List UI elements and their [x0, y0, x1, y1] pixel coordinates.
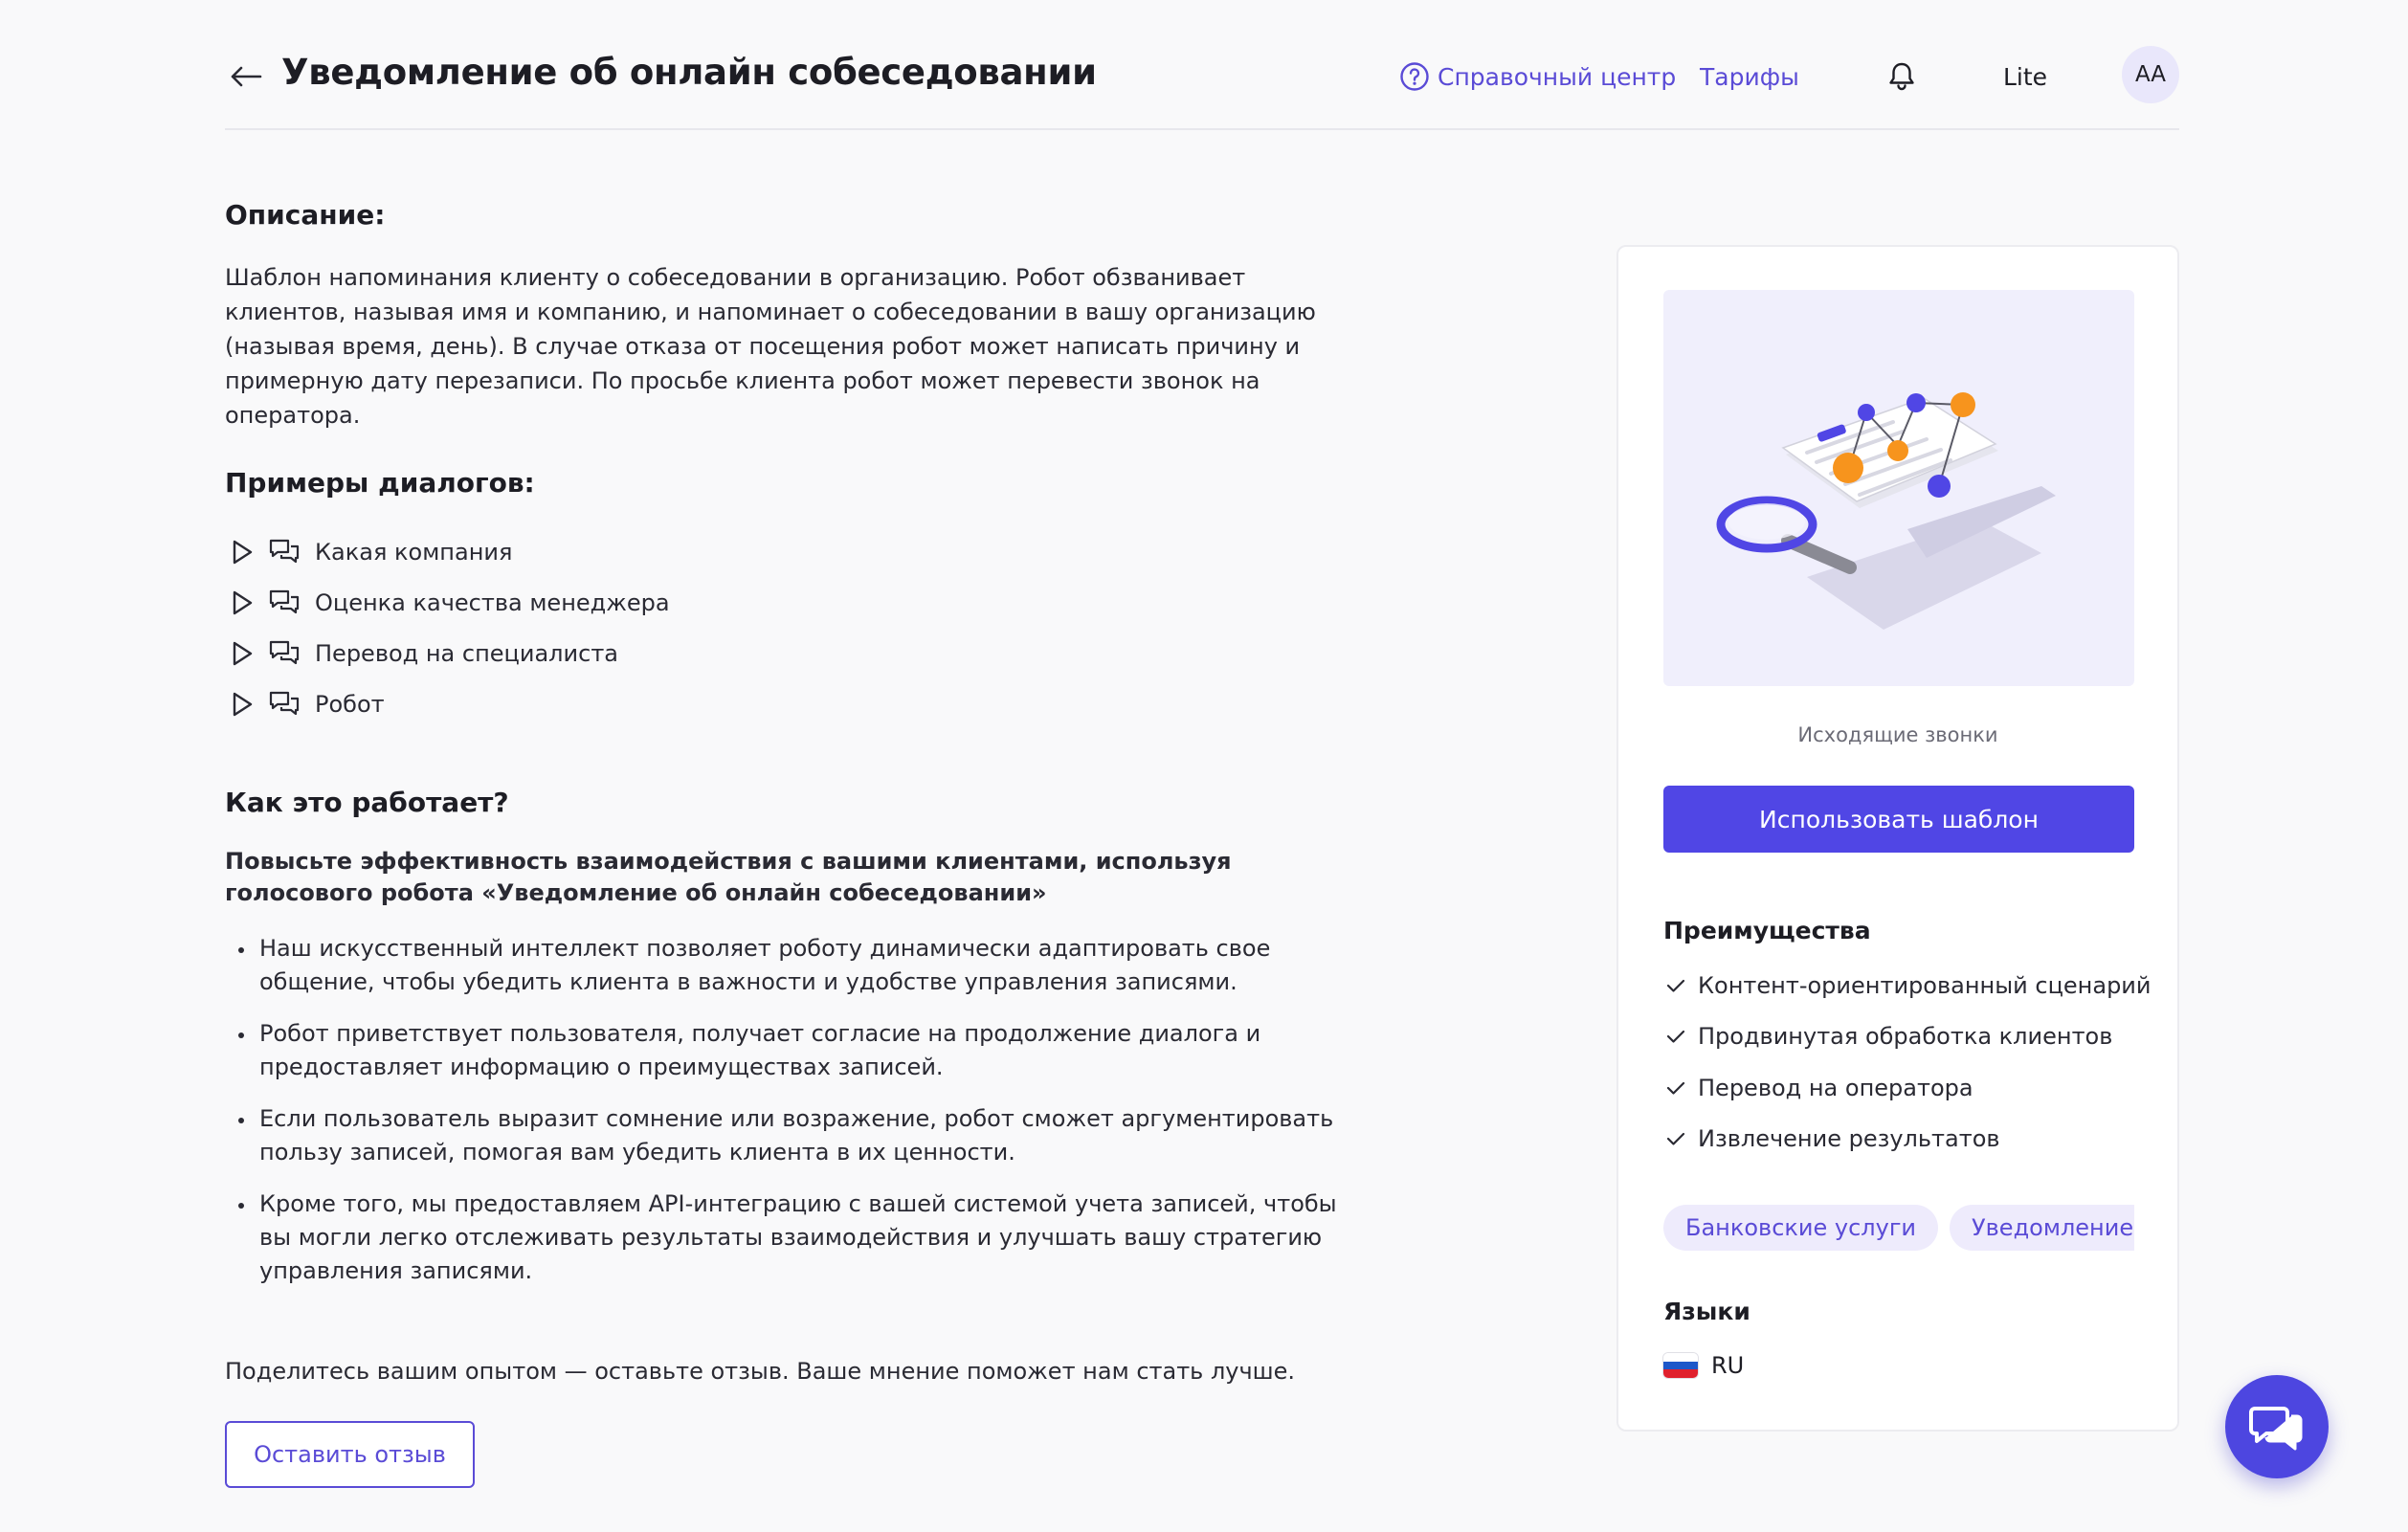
- dialog-item: [225, 577, 670, 628]
- benefit-label: Перевод на оператора: [1698, 1074, 1973, 1101]
- how-it-works-lead: Повысьте эффективность взаимодействия с вашими клиентами, используя голосового робота «Уведомление об онлайн собеседовании»: [225, 848, 1232, 906]
- languages-title: Языки: [1663, 1298, 1750, 1325]
- support-chat-icon: [2249, 1403, 2305, 1451]
- chat-bubbles-icon: [265, 586, 303, 620]
- language-item: [1663, 1352, 1744, 1379]
- benefits-title: Преимущества: [1663, 917, 1871, 944]
- benefit-item: [1663, 1114, 2152, 1166]
- dialog-label[interactable]: Какая компания: [315, 538, 513, 566]
- list-item: Наш искусственный интеллект позволяет роботу динамически адаптировать свое общение, чтобы убедить клиента в важности и удобстве управления записями.: [225, 932, 1373, 999]
- help-center-label: Справочный центр: [1438, 62, 1677, 91]
- question-circle-icon: [1399, 61, 1430, 92]
- top-header: [225, 38, 2179, 130]
- description-title: Описание:: [225, 199, 386, 231]
- list-item: Если пользователь выразит сомнение или возражение, робот сможет аргументировать пользу записей, помогая вам убедить клиента в их ценности.: [225, 1102, 1373, 1169]
- page-title: Уведомление об онлайн собеседовании: [281, 52, 1097, 93]
- template-illustration: [1663, 290, 2134, 686]
- benefit-item: [1663, 960, 2152, 1011]
- check-icon: [1663, 973, 1688, 998]
- tag-chip[interactable]: Банковские услуги: [1663, 1205, 1938, 1251]
- benefit-label: Продвинутая обработка клиентов: [1698, 1023, 2113, 1051]
- dialog-list: [225, 526, 670, 729]
- arrow-left-icon: [230, 65, 262, 88]
- use-template-button[interactable]: Использовать шаблон: [1663, 786, 2134, 853]
- bell-icon: [1887, 61, 1916, 92]
- dialog-item: [225, 526, 670, 577]
- dialog-label[interactable]: Робот: [315, 690, 385, 718]
- back-button[interactable]: [225, 56, 267, 98]
- check-icon: [1663, 1024, 1688, 1049]
- list-item: Кроме того, мы предоставляем API-интеграцию с вашей системой учета записей, чтобы вы могли легко отслеживать результаты взаимодействия и улучшать вашу стратегию управления записями.: [225, 1188, 1373, 1288]
- plan-label[interactable]: Lite: [2003, 62, 2048, 91]
- dialogs-title: Примеры диалогов:: [225, 467, 535, 499]
- dialog-label[interactable]: Перевод на специалиста: [315, 639, 619, 667]
- support-chat-button[interactable]: [2225, 1375, 2329, 1478]
- play-icon[interactable]: [225, 586, 259, 620]
- chat-bubbles-icon: [265, 535, 303, 569]
- help-center-link[interactable]: [1399, 56, 1676, 98]
- benefit-label: Контент-ориентированный сценарий: [1698, 971, 2152, 999]
- play-icon[interactable]: [225, 687, 259, 722]
- benefit-label: Извлечение результатов: [1698, 1125, 2000, 1153]
- benefits-list: [1663, 960, 2152, 1165]
- list-item: Робот приветствует пользователя, получает согласие на продолжение диалога и предоставляет информацию о преимуществах записей.: [225, 1017, 1373, 1084]
- benefit-item: [1663, 1011, 2152, 1063]
- template-card: [1616, 245, 2179, 1432]
- dialog-item: [225, 628, 670, 678]
- check-icon: [1663, 1076, 1688, 1100]
- template-category: Исходящие звонки: [1797, 723, 1998, 746]
- tag-list: [1663, 1205, 2134, 1253]
- feedback-text: Поделитесь вашим опытом — оставьте отзыв. Ваше мнение поможет нам стать лучше.: [225, 1358, 1296, 1385]
- tag-chip[interactable]: Уведомление: [1950, 1205, 2134, 1251]
- how-it-works-list: [225, 932, 1373, 1306]
- how-it-works-title: Как это работает?: [225, 787, 509, 818]
- russia-flag-icon: [1663, 1353, 1698, 1378]
- chat-bubbles-icon: [265, 687, 303, 722]
- play-icon[interactable]: [225, 535, 259, 569]
- description-text: Шаблон напоминания клиенту о собеседовании в организацию. Робот обзванивает клиентов, называя имя и компанию, и напоминает о собеседовании в вашу организацию (называя время, день). В случае отказа от посещения робот может написать причину и примерную дату перезаписи. По просьбе клиента робот может перевести звонок на оператора.: [225, 264, 1316, 429]
- check-icon: [1663, 1126, 1688, 1151]
- notifications-button[interactable]: [1881, 56, 1923, 98]
- avatar[interactable]: AA: [2122, 46, 2179, 103]
- dialog-label[interactable]: Оценка качества менеджера: [315, 588, 670, 616]
- dialog-item: [225, 678, 670, 729]
- chat-bubbles-icon: [265, 636, 303, 671]
- tariffs-link[interactable]: Тарифы: [1700, 62, 1799, 91]
- leave-review-button[interactable]: Оставить отзыв: [225, 1421, 475, 1488]
- benefit-item: [1663, 1062, 2152, 1114]
- language-code: RU: [1711, 1352, 1745, 1379]
- play-icon[interactable]: [225, 636, 259, 671]
